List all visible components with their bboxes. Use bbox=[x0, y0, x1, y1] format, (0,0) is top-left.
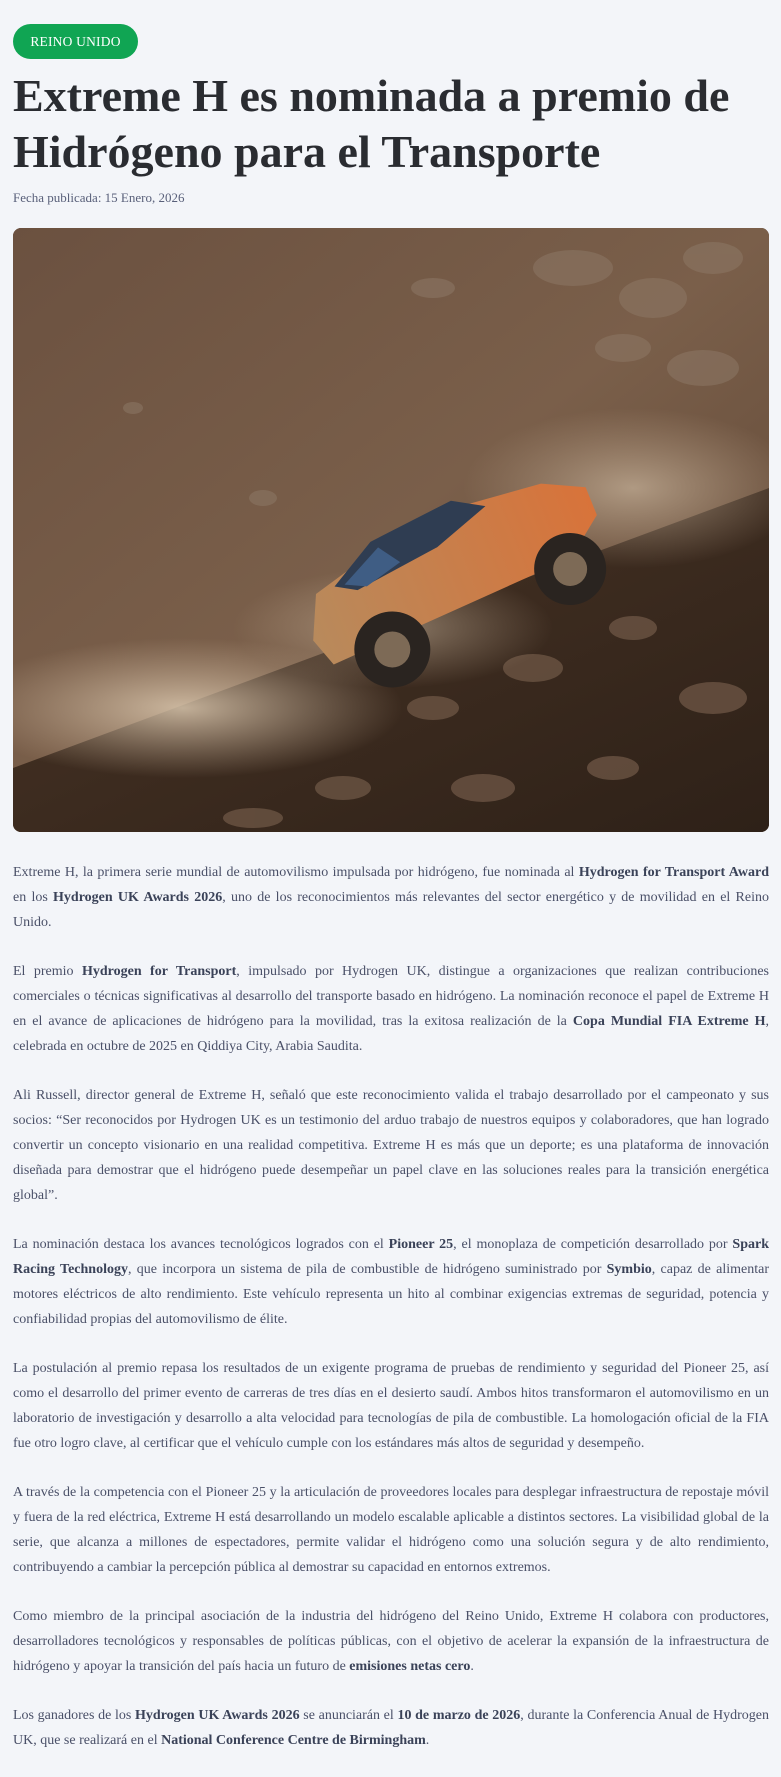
text-run: Como miembro de la principal asociación de la industria del hidrógeno del Reino Unido, Extreme H colabora con productores, desarrolladores tecnológicos y responsables de políticas públicas, con el objetivo de acelerar la expansión de la infraestructura de hidrógeno y apoyar la transición del país hacia un futuro de bbox=[13, 1609, 769, 1674]
paragraph bbox=[13, 1083, 769, 1208]
bold-text: Copa Mundial FIA Extreme H bbox=[572, 1014, 766, 1029]
paragraph bbox=[13, 1232, 769, 1332]
paragraph bbox=[13, 1604, 769, 1679]
text-run: Los ganadores de los bbox=[13, 1708, 136, 1723]
text-run: , durante la Conferencia Anual de Hydrogen UK, que se realizará en el bbox=[13, 1708, 769, 1748]
paragraph bbox=[13, 1480, 769, 1580]
bold-text: Hydrogen UK Awards 2026 bbox=[53, 890, 223, 905]
text-run: . bbox=[425, 1733, 430, 1748]
text-run: El premio bbox=[13, 964, 82, 979]
paragraph bbox=[13, 860, 769, 935]
bold-text: Spark Racing Technology bbox=[13, 1237, 769, 1277]
page-title: Extreme H es nominada a premio de Hidrógeno para el Transporte bbox=[13, 70, 730, 177]
bold-text: Symbio bbox=[606, 1262, 652, 1277]
text-run: , impulsado por Hydrogen UK, distingue a organizaciones que realizan contribuciones comerciales o técnicas significativas al desarrollo del transporte basado en hidrógeno. La nominación reconoce el papel de Extreme H en el avance de aplicaciones de hidrógeno para la movilidad, tras la exitosa realización de la bbox=[13, 964, 769, 1029]
hero-image bbox=[13, 228, 769, 832]
text-run: , el monoplaza de competición desarrollado por bbox=[453, 1237, 733, 1252]
bold-text: emisiones netas cero bbox=[349, 1659, 471, 1674]
text-run: , uno de los reconocimientos más relevantes del sector energético y de movilidad en el Reino Unido. bbox=[13, 890, 769, 930]
bold-text: Pioneer 25 bbox=[388, 1237, 454, 1252]
bold-text: Hydrogen for Transport bbox=[81, 964, 237, 979]
text-run: La nominación destaca los avances tecnológicos logrados con el bbox=[13, 1237, 389, 1252]
text-run: A través de la competencia con el Pioneer 25 y la articulación de proveedores locales para desplegar infraestructura de repostaje móvil y fuera de la red eléctrica, Extreme H está desarrollando un modelo escalable aplicable a distintos sectores. La visibilidad global de la serie, que alcanza a millones de espectadores, permite validar el hidrógeno como una solución segura y de alto rendimiento, contribuyendo a cambiar la percepción pública al demostrar su capacidad en entornos extremos. bbox=[13, 1485, 769, 1575]
text-run: Extreme H, la primera serie mundial de automovilismo impulsada por hidrógeno, fue nominada al bbox=[13, 865, 579, 880]
text-run: , capaz de alimentar motores eléctricos de alto rendimiento. Este vehículo representa un hito al combinar exigencias extremas de seguridad, potencia y confiabilidad propias del automovilismo de élite. bbox=[13, 1262, 769, 1327]
paragraph bbox=[13, 1703, 769, 1753]
bold-text: National Conference Centre de Birmingham bbox=[161, 1733, 426, 1748]
rally-car-photo-icon bbox=[13, 228, 769, 832]
text-run: en los bbox=[13, 890, 54, 905]
text-run: , que incorpora un sistema de pila de combustible de hidrógeno suministrado por bbox=[127, 1262, 607, 1277]
paragraph bbox=[13, 959, 769, 1059]
text-run: . bbox=[470, 1659, 474, 1674]
text-run: Ali Russell, director general de Extreme H, señaló que este reconocimiento valida el trabajo desarrollado por el campeonato y sus socios: “Ser reconocidos por Hydrogen UK es un testimonio del arduo trabajo de nuestros equipos y colaboradores, que han logrado convertir un concepto visionario en una realidad competitiva. Extreme H es más que un deporte; es una plataforma de innovación diseñada para demostrar que el hidrógeno puede desempeñar un papel clave en las soluciones reales para la transición energética global”. bbox=[13, 1088, 769, 1203]
article-body bbox=[13, 860, 769, 1777]
published-date: Fecha publicada: 15 Enero, 2026 bbox=[13, 190, 185, 205]
bold-text: Hydrogen UK Awards 2026 bbox=[135, 1708, 300, 1723]
bold-text: 10 de marzo de 2026 bbox=[397, 1708, 521, 1723]
bold-text: Hydrogen for Transport Award bbox=[578, 865, 769, 880]
text-run: La postulación al premio repasa los resultados de un exigente programa de pruebas de rendimiento y seguridad del Pioneer 25, así como el desarrollo del primer evento de carreras de tres días en el desierto saudí. Ambos hitos transformaron el automovilismo en un laboratorio de investigación y desarrollo a alta velocidad para tecnologías de pila de combustible. La homologación oficial de la FIA fue otro logro clave, al certificar que el vehículo cumple con los estándares más altos de seguridad y desempeño. bbox=[13, 1361, 769, 1451]
region-badge[interactable]: REINO UNIDO bbox=[13, 24, 138, 59]
text-run: se anunciarán el bbox=[299, 1708, 398, 1723]
text-run: , celebrada en octubre de 2025 en Qiddiya City, Arabia Saudita. bbox=[13, 1014, 769, 1054]
paragraph bbox=[13, 1356, 769, 1456]
